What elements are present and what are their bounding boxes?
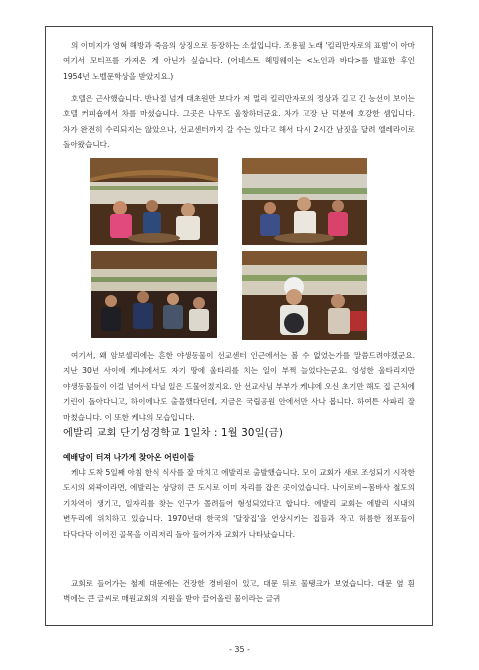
paragraph-kenya: 케냐 도착 5일째 아침 한식 식사를 잘 마치고 에발리로 출발했습니다. 모이 교회가 새로 조성되기 시작한 도시의 외곽이라면, 에발리는 상당히 큰 도시로 이미 자리를 잡은 곳이었습니다. 나이로비~몸바사 철도의 기차역이 생기고, 일자리를 찾는 인구가 몰려들어 형성되었다고 합니다. 에발리 교회는 에발리 시내의 변두리에 위치하고 있습니다. 1970년대 한국의 '달장집'을 연상시키는 집들과 작고 허름한 점포들이 다닥다닥 이어진 골목을 이리저리 돌아 들어가자 교회가 나타났습니다. bbox=[63, 468, 415, 539]
paragraph-wildlife: 여기서, 왜 암보셀리에는 흔한 야생동물이 선교센터 인근에서는 볼 수 없었는가를 말씀드려야겠군요. 지난 30년 사이에 케냐에서도 자기 땅에 울타리를 치는 일이 부쩍 늘었다는군요. 엉성한 울타리지만 야생동물들이 이걸 넘어서 다닐 일은 드물어졌지요. 안 선교사님 부부가 케냐에 오신 초기만 해도 집 근처에 기린이 돌아다니고, 하이에나도 출몰했다던데, 지금은 국립공원 안에서만 사나 봅니다. 하여튼 사파리 잘 마쳤습니다. 이 또한 케냐의 모습입니다. bbox=[63, 351, 415, 422]
cafe-photo-4 bbox=[242, 251, 367, 340]
cafe-photo-3 bbox=[91, 251, 217, 338]
cafe-photo-1 bbox=[90, 158, 218, 245]
paragraph-hotel: 호텔은 근사했습니다. 반나절 넘게 대초원만 보다가 저 멀리 킬리만자로의 정상과 길고 긴 능선이 보이는 호텔 커피숍에서 차를 마셨습니다. 그곳은 나무도 울창하더군요. 차가 고장 난 덕분에 호강한 셈입니다. 차가 완전히 수리되지는 않았으나, 선교센터까지 갈 수는 있다고 해서 다시 2시간 남짓을 달려 엘레라이로 돌아왔습니다. bbox=[63, 94, 415, 150]
paragraph-intro: 의 이미지가 영혁 해방과 죽음의 상징으로 등장하는 소설입니다. 조용필 노래 '킬리만자로의 표범'이 아마 여기서 모티프를 가져온 게 아닌가 싶습니다. (어네스트 헤밍웨이는 <노인과 바다>를 발표한 후인 1954년 노벨문학상을 받았지요.) bbox=[63, 41, 415, 81]
sub-heading: 예배당이 터져 나가게 찾아온 어린이들 bbox=[63, 453, 195, 462]
cafe-photo-2 bbox=[242, 158, 367, 245]
page-number: - 35 - bbox=[228, 645, 251, 654]
section-title: 에발리 교회 단기성경학교 1일차 : 1월 30일(금) bbox=[63, 428, 283, 439]
paragraph-church: 교회로 들어가는 철제 대문에는 건장한 경비원이 있고, 대문 뒤로 물탱크가 보였습니다. 대문 옆 흰 벽에는 큰 글씨로 매원교회의 지원을 받아 끌어올린 물이라는 글귀 bbox=[63, 579, 415, 604]
